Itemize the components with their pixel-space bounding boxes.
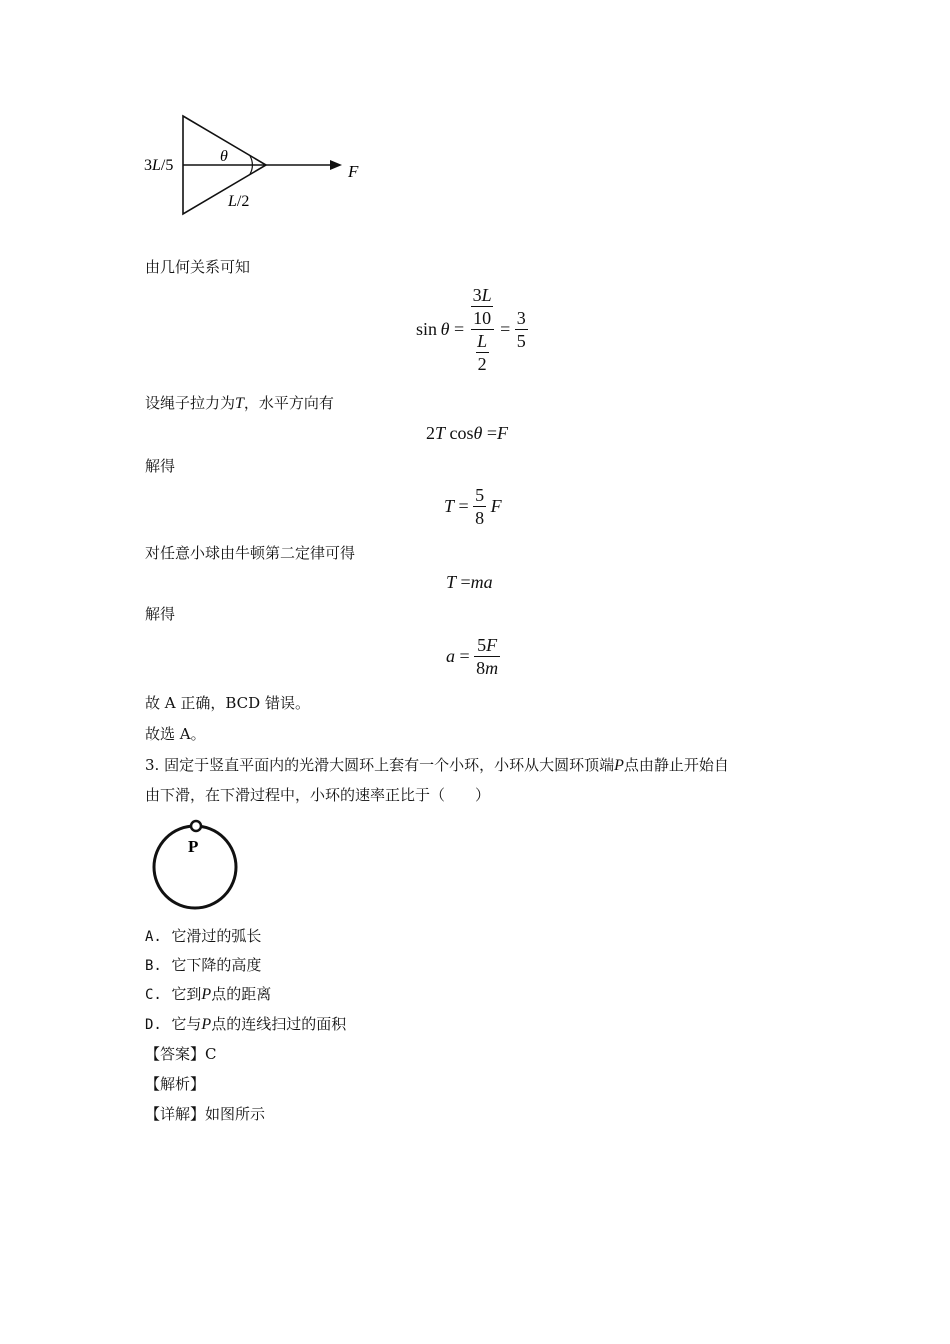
para-tension: 设绳子拉力为T，水平方向有 — [145, 394, 334, 412]
para-newton: 对任意小球由牛顿第二定律可得 — [145, 544, 356, 562]
analysis-line: 【解析】 — [145, 1075, 206, 1093]
label-theta: θ — [220, 148, 228, 165]
answer-line: 【答案】C — [145, 1045, 217, 1063]
question-3-line-1: 3. 固定于竖直平面内的光滑大圆环上套有一个小环，小环从大圆环顶端P点由静止开始自 — [145, 756, 729, 774]
para-solve-2: 解得 — [145, 605, 176, 623]
force-arrowhead — [330, 160, 342, 170]
para-choice: 故选 A。 — [145, 725, 206, 743]
option-c[interactable]: C. 它到P点的距离 — [145, 985, 272, 1003]
force-triangle-figure — [138, 108, 378, 220]
small-ring — [191, 821, 201, 831]
label-L2: L/2 — [228, 193, 250, 210]
detail-line: 【详解】如图所示 — [145, 1105, 266, 1123]
option-a[interactable]: A. 它滑过的弧长 — [145, 927, 262, 945]
equation-force-balance: 2T cosθ =F — [426, 423, 509, 443]
label-3L5: 3L/5 — [144, 157, 174, 174]
option-b[interactable]: B. 它下降的高度 — [145, 956, 262, 974]
para-geometry: 由几何关系可知 — [145, 258, 251, 276]
equation-a: a = $\frac{5F}{8m}$ — [446, 635, 499, 678]
para-conclusion: 故 A 正确，BCD 错误。 — [145, 694, 310, 712]
para-solve-1: 解得 — [145, 457, 176, 475]
equation-T: T = $\frac{5}{8}$ F — [444, 485, 502, 528]
label-P: P — [188, 837, 199, 856]
option-d[interactable]: D. 它与P点的连线扫过的面积 — [145, 1015, 347, 1033]
equation-T-ma: T =ma — [446, 572, 493, 592]
label-force-F: F — [348, 162, 359, 181]
eq-sin-inner-den: 10 — [473, 308, 492, 328]
equation-sin-theta: sin θ = $\frac{\frac{3L}{10}}{\frac{L}{2}}$ = $\frac{3}{5}$ — [416, 285, 526, 374]
question-3-line-2: 由下滑，在下滑过程中，小环的速率正比于（ ） — [145, 786, 491, 804]
circle-ring-figure — [146, 812, 246, 916]
